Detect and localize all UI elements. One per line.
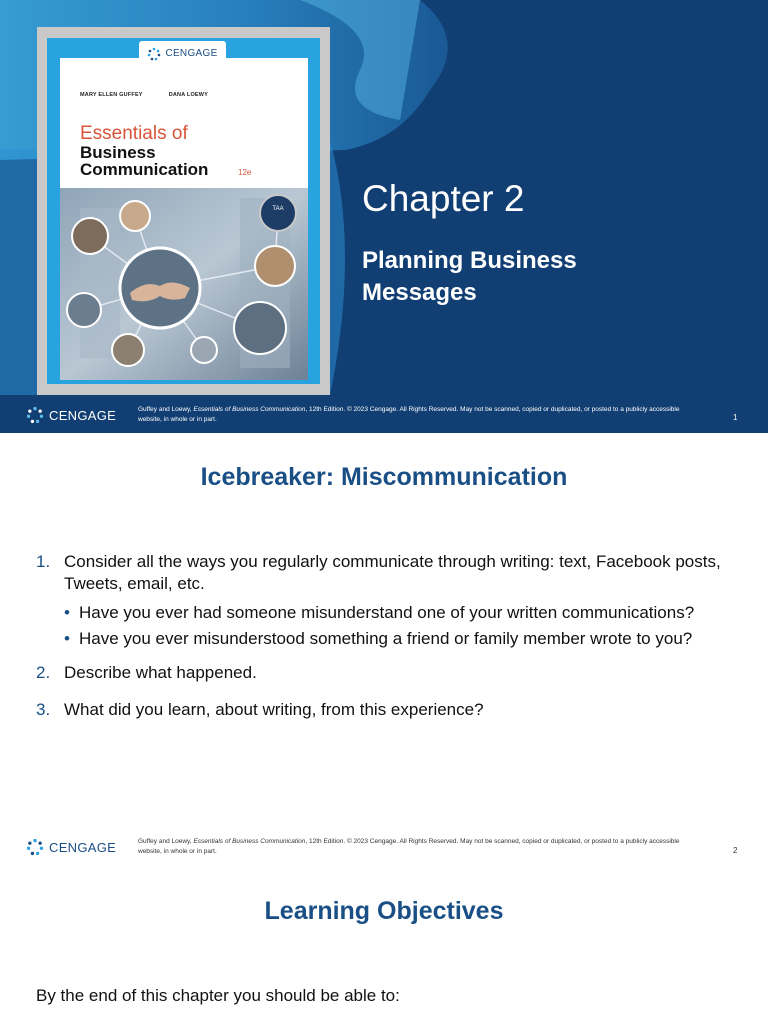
footer-logo bbox=[26, 838, 116, 856]
question-list bbox=[36, 551, 736, 736]
cover-logo-text: CENGAGE bbox=[165, 48, 218, 59]
svg-text:TAA: TAA bbox=[272, 206, 284, 212]
cover-logo bbox=[139, 41, 226, 66]
sub-list-item-text: Have you ever misunderstood something a friend or family member wrote to you? bbox=[79, 629, 693, 648]
list-item bbox=[36, 662, 736, 684]
footer-logo-text: CENGAGE bbox=[49, 839, 117, 855]
sub-list-item-text: Have you ever had someone misunderstand one of your written communications? bbox=[79, 603, 695, 622]
copyright-text-rest: , 12th Edition. © 2023 Cengage. All Rights Reserved. May not be scanned, copied or duplicated, or posted to a publicly accessible website, in whole or in part. bbox=[138, 838, 680, 855]
bullet: • bbox=[64, 603, 70, 622]
copyright-notice bbox=[138, 405, 698, 425]
book-title-line-2: Business bbox=[80, 143, 156, 162]
copyright-text: Guffey and Loewy, bbox=[138, 838, 194, 845]
slide-footer bbox=[0, 397, 768, 433]
book-cover-photo bbox=[60, 188, 308, 380]
title-slide bbox=[0, 0, 768, 433]
sub-list-item bbox=[64, 602, 736, 624]
intro-text: By the end of this chapter you should be able to: bbox=[36, 986, 400, 1005]
list-number: 2. bbox=[36, 663, 51, 682]
cengage-logo-icon bbox=[147, 47, 161, 61]
copyright-notice bbox=[138, 837, 698, 857]
slide-title: Icebreaker: Miscommunication bbox=[200, 463, 568, 491]
author-2: DANA LOEWY bbox=[168, 92, 209, 98]
footer-logo bbox=[26, 406, 116, 424]
list-item bbox=[36, 551, 736, 595]
copyright-text: Guffey and Loewy, bbox=[138, 406, 194, 413]
bullet: • bbox=[64, 629, 70, 648]
list-item bbox=[36, 699, 736, 721]
list-item-text: Consider all the ways you regularly communicate through writing: text, Facebook posts, Tweets, email, etc. bbox=[64, 552, 721, 593]
list-item-text: Describe what happened. bbox=[64, 663, 257, 682]
book-authors bbox=[80, 92, 234, 98]
page-number: 2 bbox=[733, 846, 738, 855]
cengage-logo-icon bbox=[26, 406, 44, 424]
copyright-text-rest: , 12th Edition. © 2023 Cengage. All Rights Reserved. May not be scanned, copied or duplicated, or posted to a publicly accessible website, in whole or in part. bbox=[138, 406, 680, 423]
copyright-book-title: Essentials of Business Communication bbox=[193, 838, 306, 845]
book-title-line-1: Essentials of bbox=[80, 123, 188, 144]
list-number: 3. bbox=[36, 700, 51, 719]
page-number: 1 bbox=[733, 413, 738, 422]
list-item-text: What did you learn, about writing, from this experience? bbox=[64, 700, 484, 719]
footer-logo-text: CENGAGE bbox=[49, 407, 117, 423]
book-edition: 12e bbox=[238, 168, 252, 177]
icebreaker-slide bbox=[0, 433, 768, 865]
sub-list-item bbox=[64, 628, 736, 650]
chapter-title: Chapter 2 bbox=[362, 178, 525, 219]
list-number: 1. bbox=[36, 552, 51, 571]
slide-title: Learning Objectives bbox=[264, 897, 504, 925]
learning-objectives-slide bbox=[0, 865, 768, 1024]
book-title-line-3: Communication bbox=[80, 160, 209, 179]
author-1: MARY ELLEN GUFFEY bbox=[80, 92, 143, 98]
copyright-book-title: Essentials of Business Communication bbox=[193, 406, 306, 413]
cengage-logo-icon bbox=[26, 838, 44, 856]
handshake-collage-image bbox=[60, 188, 308, 380]
chapter-subtitle: Planning Business Messages bbox=[362, 247, 577, 306]
